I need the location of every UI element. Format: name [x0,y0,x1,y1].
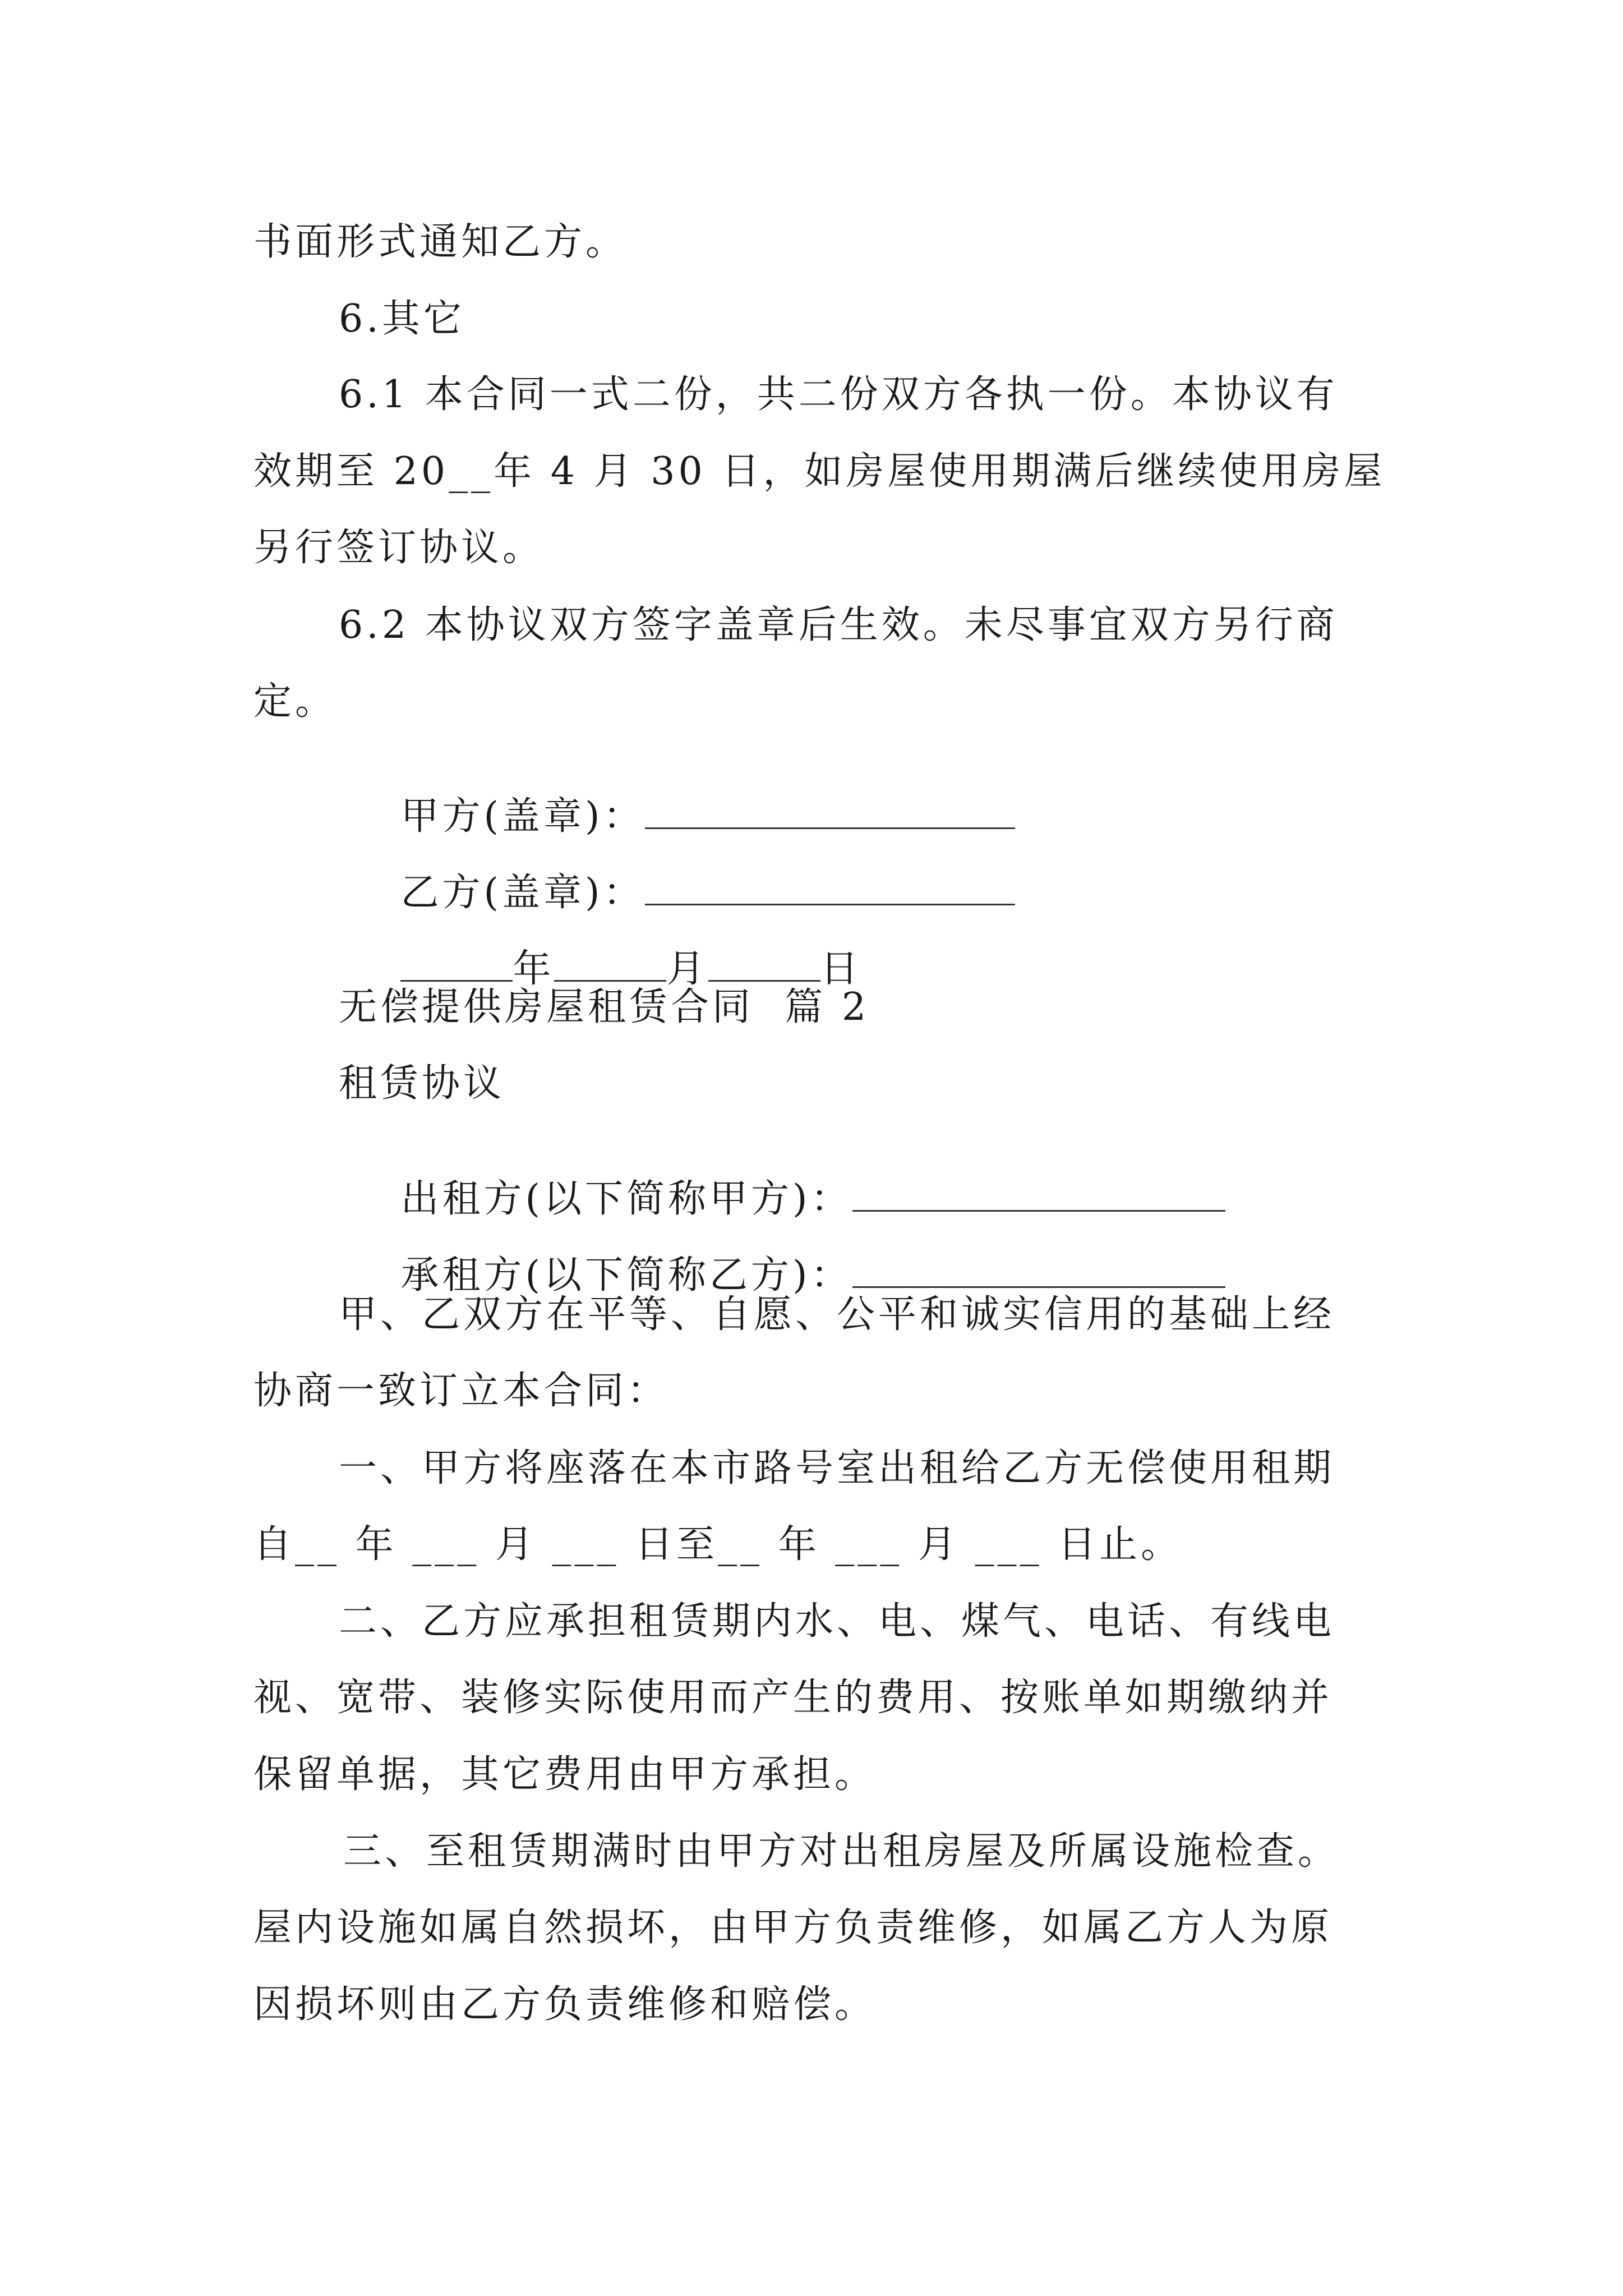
preamble-line-1: 甲、乙双方在平等、自愿、公平和诚实信用的基础上经 [339,1292,1335,1337]
article-2-line-3: 保留单据，其它费用由甲方承担。 [253,1752,877,1797]
article-1-line-2: 自__ 年 ___ 月 ___ 日至__ 年 ___ 月 ___ 日止。 [253,1522,1183,1567]
agreement-title: 租赁协议 [339,1061,505,1106]
party-a-seal-field[interactable] [645,822,1015,829]
clause-6-1: 6.1 本合同一式二份，共二份双方各执一份。本协议有 [339,372,1338,417]
article-2-line-2: 视、宽带、装修实际使用而产生的费用、按账单如期缴纳并 [253,1676,1333,1720]
article-2-line-1: 二、乙方应承担租赁期内水、电、煤气、电话、有线电 [339,1599,1335,1644]
day-field[interactable] [708,974,820,982]
text-line-5: 另行签订协议。 [253,526,545,570]
year-label: 年 [513,947,555,991]
lessor-field[interactable] [852,1204,1225,1212]
article-3-line-1: 三、至租赁期满时由甲方对出租房屋及所属设施检查。 [343,1829,1340,1874]
lessee-field[interactable] [852,1281,1225,1288]
party-b-seal-field[interactable] [645,898,1015,905]
section-6-heading: 6.其它 [339,297,465,341]
day-label: 日 [820,947,862,991]
party-a-seal-label: 甲方(盖章)： [400,794,645,839]
party-b-seal-label: 乙方(盖章)： [400,871,645,915]
article-1-line-1: 一、甲方将座落在本市路号室出租给乙方无偿使用租期 [339,1446,1335,1490]
month-label: 月 [666,947,708,991]
article-3-line-3: 因损坏则由乙方负责维修和赔偿。 [253,1982,877,2027]
clause-6-2: 6.2 本协议双方签字盖章后生效。未尽事宜双方另行商 [339,603,1338,647]
year-field[interactable] [400,974,513,982]
month-field[interactable] [554,974,666,982]
section-title: 无偿提供房屋租赁合同 篇 2 [339,985,870,1029]
lessee-label: 承租方(以下简称乙方)： [400,1253,852,1297]
text-line-7: 定。 [253,679,337,724]
text-line-1: 书面形式通知乙方。 [253,220,628,264]
preamble-line-2: 协商一致订立本合同： [253,1369,669,1413]
lessor-label: 出租方(以下简称甲方)： [400,1177,852,1221]
text-line-4: 效期至 20__年 4 月 30 日，如房屋使用期满后继续使用房屋 [253,449,1386,494]
article-3-line-2: 屋内设施如属自然损坏，由甲方负责维修，如属乙方人为原 [253,1906,1333,1950]
